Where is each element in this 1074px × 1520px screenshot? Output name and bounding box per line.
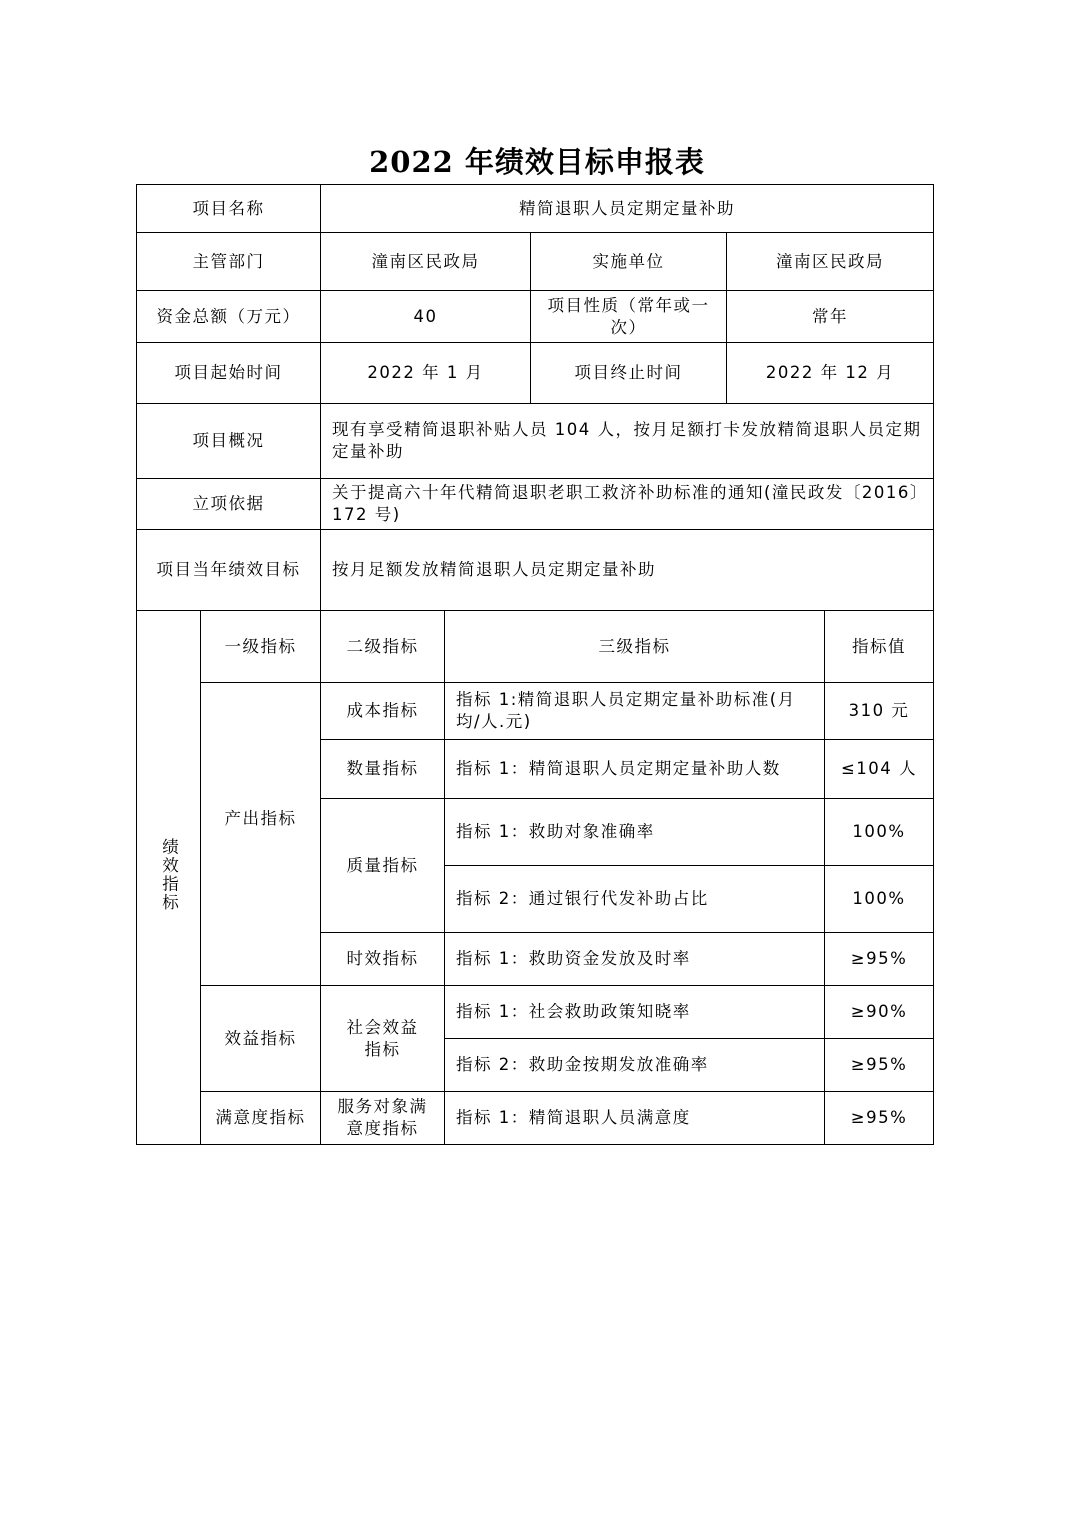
quantity-indicator-label: 数量指标: [321, 740, 445, 799]
fund-label: 资金总额（万元）: [137, 291, 321, 343]
end-time-value: 2022 年 12 月: [727, 343, 934, 404]
quality-indicator-value-1: 100%: [825, 799, 934, 866]
page-title: 2022 年绩效目标申报表: [369, 145, 705, 179]
quality-indicator-item-2: 指标 2：通过银行代发补助占比: [445, 866, 825, 933]
project-name-value: 精简退职人员定期定量补助: [321, 185, 934, 233]
start-time-value: 2022 年 1 月: [321, 343, 531, 404]
cost-indicator-item: 指标 1:精简退职人员定期定量补助标准(月均/人.元): [445, 683, 825, 740]
social-indicator-item-1: 指标 1：社会救助政策知晓率: [445, 986, 825, 1039]
start-time-label: 项目起始时间: [137, 343, 321, 404]
satisfaction-indicator-item: 指标 1：精简退职人员满意度: [445, 1092, 825, 1145]
header-level1: 一级指标: [201, 611, 321, 683]
quantity-indicator-item: 指标 1：精简退职人员定期定量补助人数: [445, 740, 825, 799]
cost-indicator-label: 成本指标: [321, 683, 445, 740]
social-benefit-label: 社会效益指标: [321, 986, 445, 1092]
impl-unit-label: 实施单位: [531, 233, 727, 291]
quality-indicator-item-1: 指标 1：救助对象准确率: [445, 799, 825, 866]
row-cost: [137, 683, 934, 740]
nature-value: 常年: [727, 291, 934, 343]
indicators-section-text: 绩效指标: [159, 837, 179, 912]
output-indicator-label: 产出指标: [201, 683, 321, 986]
project-name-label: 项目名称: [137, 185, 321, 233]
header-level3: 三级指标: [445, 611, 825, 683]
fund-value: 40: [321, 291, 531, 343]
row-overview: [137, 404, 934, 479]
row-department: [137, 233, 934, 291]
social-indicator-item-2: 指标 2：救助金按期发放准确率: [445, 1039, 825, 1092]
row-goal: [137, 530, 934, 611]
row-basis: [137, 479, 934, 530]
satisfaction-indicator-label: 满意度指标: [201, 1092, 321, 1145]
row-dates: [137, 343, 934, 404]
social-indicator-value-1: ≥90%: [825, 986, 934, 1039]
row-fund: [137, 291, 934, 343]
indicators-section-label: [137, 611, 201, 1145]
quality-indicator-label: 质量指标: [321, 799, 445, 933]
basis-value: 关于提高六十年代精简退职老职工救济补助标准的通知(潼民政发〔2016〕172 号): [321, 479, 934, 530]
header-level2: 二级指标: [321, 611, 445, 683]
end-time-label: 项目终止时间: [531, 343, 727, 404]
overview-value: 现有享受精简退职补贴人员 104 人，按月足额打卡发放精简退职人员定期定量补助: [321, 404, 934, 479]
performance-goal-table: [136, 184, 934, 1145]
quality-indicator-value-2: 100%: [825, 866, 934, 933]
dept-value: 潼南区民政局: [321, 233, 531, 291]
satisfaction-indicator-value: ≥95%: [825, 1092, 934, 1145]
header-value: 指标值: [825, 611, 934, 683]
goal-value: 按月足额发放精简退职人员定期定量补助: [321, 530, 934, 611]
dept-label: 主管部门: [137, 233, 321, 291]
social-indicator-value-2: ≥95%: [825, 1039, 934, 1092]
basis-label: 立项依据: [137, 479, 321, 530]
timeliness-indicator-label: 时效指标: [321, 933, 445, 986]
timeliness-indicator-item: 指标 1：救助资金发放及时率: [445, 933, 825, 986]
impl-unit-value: 潼南区民政局: [727, 233, 934, 291]
goal-label: 项目当年绩效目标: [137, 530, 321, 611]
overview-label: 项目概况: [137, 404, 321, 479]
nature-label: 项目性质（常年或一次）: [531, 291, 727, 343]
cost-indicator-value: 310 元: [825, 683, 934, 740]
row-project-name: [137, 185, 934, 233]
quantity-indicator-value: ≤104 人: [825, 740, 934, 799]
service-satisfaction-label: 服务对象满意度指标: [321, 1092, 445, 1145]
row-satisfaction: [137, 1092, 934, 1145]
row-indicator-header: [137, 611, 934, 683]
row-social-1: [137, 986, 934, 1039]
timeliness-indicator-value: ≥95%: [825, 933, 934, 986]
benefit-indicator-label: 效益指标: [201, 986, 321, 1092]
